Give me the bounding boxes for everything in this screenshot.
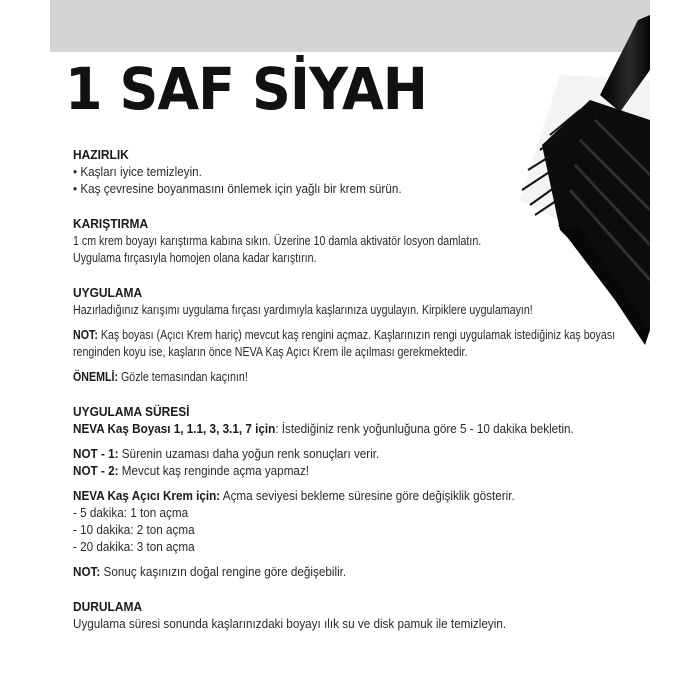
section-heading: UYGULAMA SÜRESİ: [73, 404, 190, 419]
note-line: NOT: Kaş boyası (Açıcı Krem hariç) mevcut kaş rengini açmaz. Kaşlarınızın rengi uygulamak istediğiniz kaş boyası: [73, 327, 616, 342]
bullet-item: • Kaşları iyice temizleyin.: [73, 164, 202, 179]
lightener-line: NEVA Kaş Açıcı Krem için: Açma seviyesi bekleme süresine göre değişiklik gösterir.: [73, 488, 515, 503]
product-instructions-page: [50, 0, 650, 700]
note-label: NOT:: [73, 327, 98, 342]
note-line: renginden koyu ise, kaşların önce NEVA Kaş Açıcı Krem ile açılması gerekmektedir.: [73, 344, 468, 359]
section-heading: KARIŞTIRMA: [73, 216, 149, 231]
section-hazirlik: [73, 146, 643, 197]
section-heading: UYGULAMA: [73, 285, 143, 300]
section-heading: HAZIRLIK: [73, 147, 129, 162]
section-karistirma: [73, 215, 643, 266]
lightening-step: - 10 dakika: 2 ton açma: [73, 522, 195, 537]
paragraph-line: 1 cm krem boyayı karıştırma kabına sıkın. Üzerine 10 damla aktivatör losyon damlatın.: [73, 233, 482, 248]
paragraph-line: Hazırladığınız karışımı uygulama fırçası yardımıyla kaşlarınıza uygulayın. Kirpiklere uygulamayın!: [73, 302, 533, 317]
note-2-line: NOT - 2: Mevcut kaş renginde açma yapmaz!: [73, 463, 310, 478]
result-note-line: NOT: Sonuç kaşınızın doğal rengine göre değişebilir.: [73, 564, 347, 579]
page-title: 1 SAF SİYAH: [65, 55, 428, 123]
section-heading: DURULAMA: [73, 599, 143, 614]
lightening-step: - 20 dakika: 3 ton açma: [73, 539, 195, 554]
paragraph-line: Uygulama süresi sonunda kaşlarınızdaki boyayı ılık su ve disk pamuk ile temizleyin.: [73, 616, 507, 631]
paragraph-line: Uygulama fırçasıyla homojen olana kadar karıştırın.: [73, 250, 317, 265]
bullet-item: • Kaş çevresine boyanmasını önlemek için yağlı bir krem sürün.: [73, 181, 402, 196]
lightening-step: - 5 dakika: 1 ton açma: [73, 505, 189, 520]
important-line: ÖNEMLİ: Gözle temasından kaçının!: [73, 369, 248, 384]
section-durulama: [73, 598, 643, 632]
instructions-body: [73, 146, 643, 632]
dye-duration-line: NEVA Kaş Boyası 1, 1.1, 3, 3.1, 7 için: İstediğiniz renk yoğunluğuna göre 5 - 10 dakika bekletin.: [73, 421, 574, 436]
note-1-line: NOT - 1: Sürenin uzaması daha yoğun renk sonuçları verir.: [73, 446, 380, 461]
important-label: ÖNEMLİ:: [73, 369, 119, 384]
section-uygulama: [73, 284, 643, 385]
section-uygulama-suresi: [73, 403, 643, 580]
